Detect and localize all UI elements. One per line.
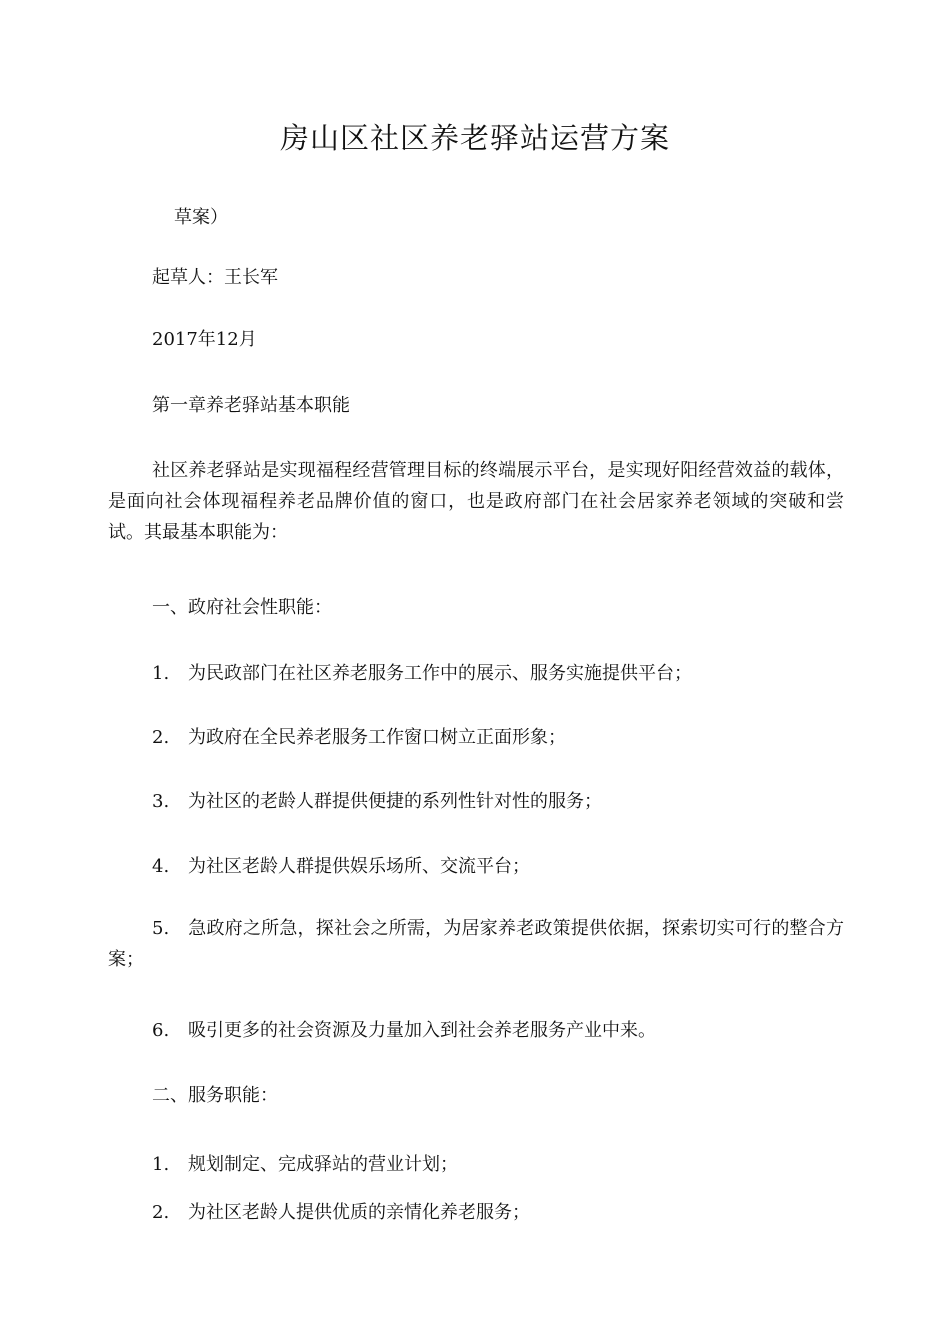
list-item-text: 急政府之所急，探社会之所需，为居家养老政策提供依据，探索切实可行的整合方案； <box>108 918 844 970</box>
list-item <box>108 658 844 689</box>
list-item-number: 2. <box>152 1202 170 1223</box>
list-item-text: 为社区老龄人提供优质的亲情化养老服务； <box>188 1202 530 1223</box>
list-item-text: 为社区老龄人群提供娱乐场所、交流平台； <box>188 856 530 877</box>
list-item <box>108 1015 844 1046</box>
chapter-title: 第一章养老驿站基本职能 <box>152 395 350 416</box>
list-item-text: 吸引更多的社会资源及力量加入到社会养老服务产业中来。 <box>188 1020 656 1041</box>
section-one-heading: 一、政府社会性职能： <box>152 597 332 618</box>
list-item-number: 2. <box>152 727 170 748</box>
intro-paragraph: 社区养老驿站是实现福程经营管理目标的终端展示平台，是实现好阳经营效益的载体，是面向社会体现福程养老品牌价值的窗口，也是政府部门在社会居家养老领域的突破和尝试。其最基本职能为： <box>108 460 844 543</box>
list-item-text: 规划制定、完成驿站的营业计划； <box>188 1154 458 1175</box>
section-two-heading: 二、服务职能： <box>152 1085 278 1106</box>
list-item-number: 5. <box>152 918 170 939</box>
draft-note: 草案） <box>174 207 228 228</box>
list-item <box>108 1149 844 1180</box>
date-line: 2017年12月 <box>152 329 257 350</box>
list-item-number: 4. <box>152 856 170 877</box>
list-item-text: 为社区的老龄人群提供便捷的系列性针对性的服务； <box>188 791 602 812</box>
list-item-number: 6. <box>152 1020 170 1041</box>
document-title: 房山区社区养老驿站运营方案 <box>279 121 670 155</box>
list-item-text: 为民政部门在社区养老服务工作中的展示、服务实施提供平台； <box>188 663 692 684</box>
list-item <box>108 1197 844 1228</box>
list-item <box>108 851 844 882</box>
list-item <box>108 913 844 975</box>
list-item <box>108 786 844 817</box>
list-item-number: 1. <box>152 663 170 684</box>
list-item-number: 1. <box>152 1154 170 1175</box>
list-item <box>108 722 844 753</box>
list-item-number: 3. <box>152 791 170 812</box>
author-line: 起草人：王长军 <box>152 267 278 288</box>
list-item-text: 为政府在全民养老服务工作窗口树立正面形象； <box>188 727 566 748</box>
